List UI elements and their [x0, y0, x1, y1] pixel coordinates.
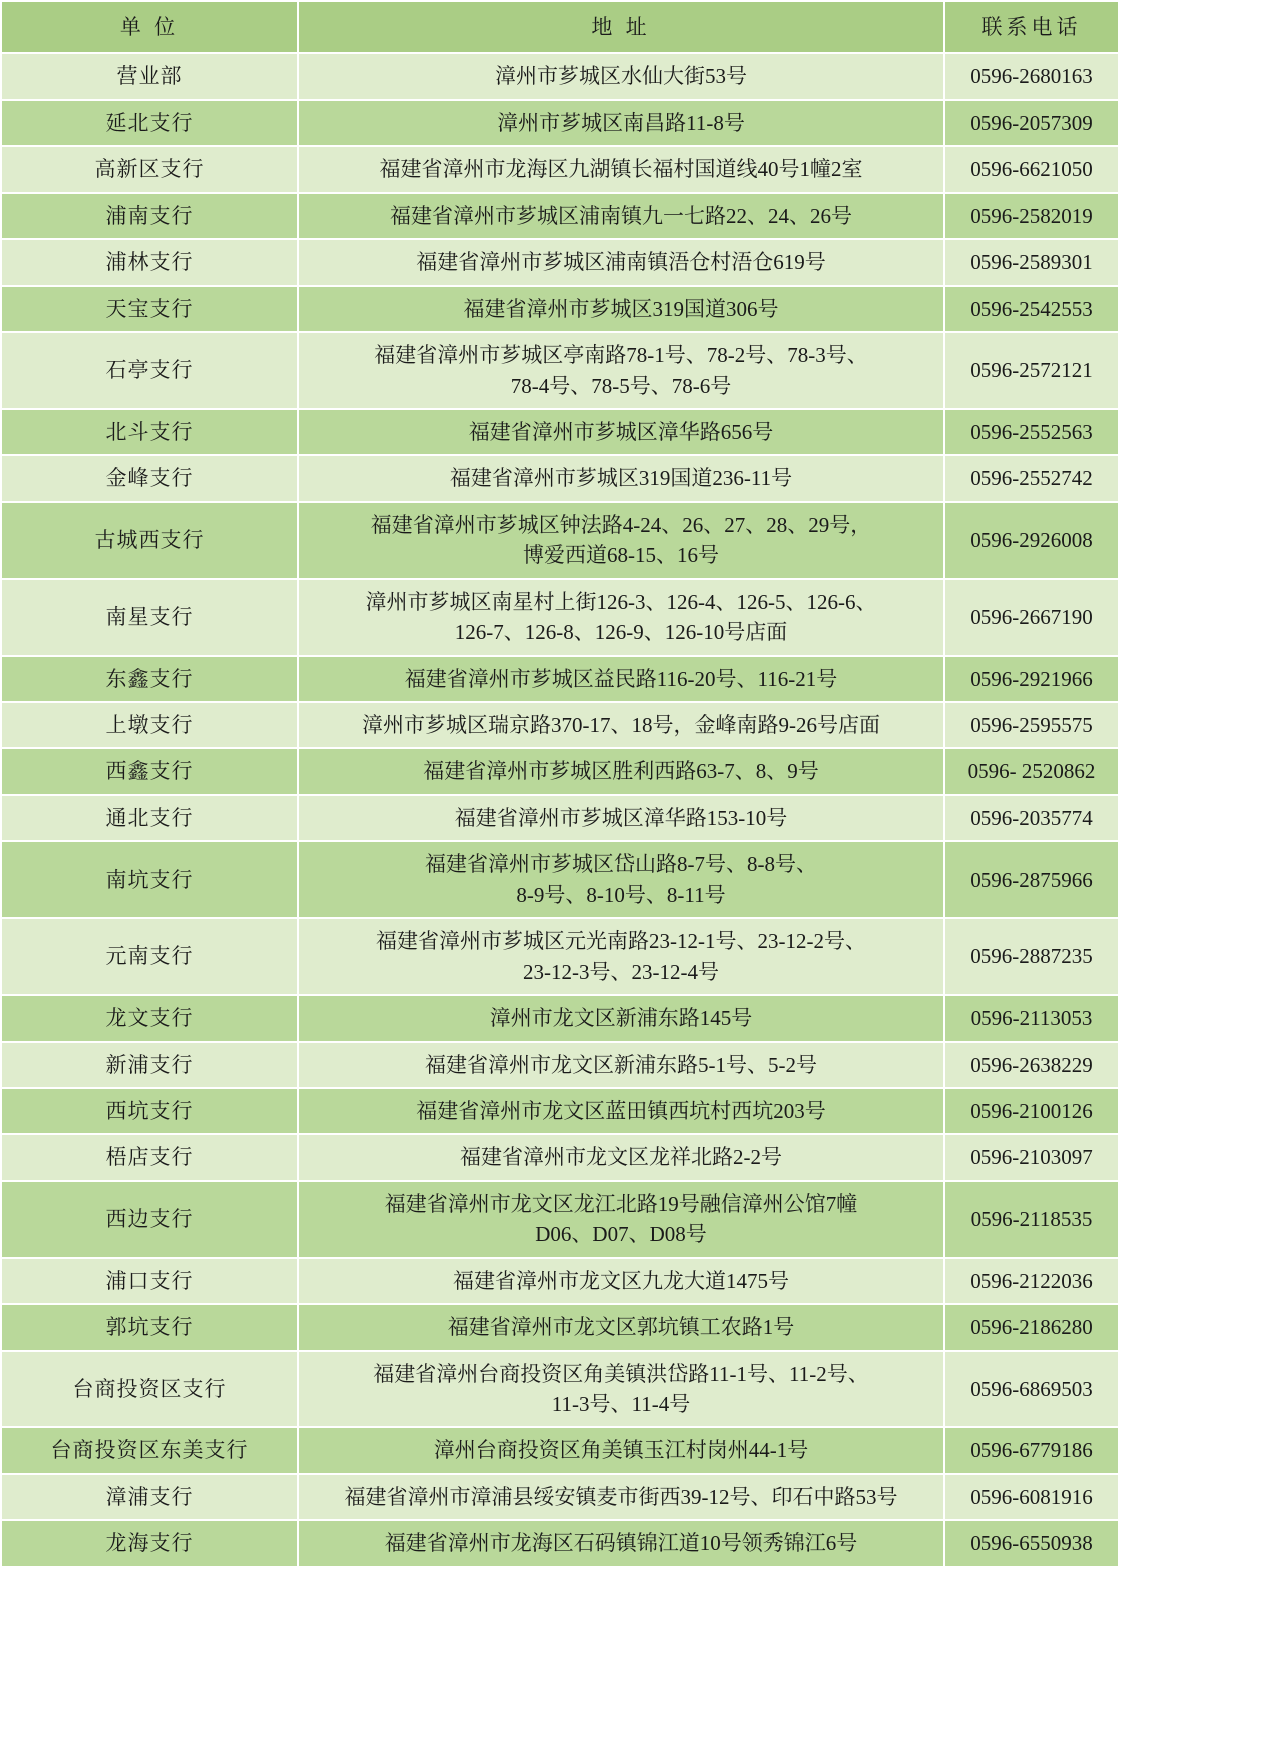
- cell-phone: 0596-6550938: [944, 1520, 1119, 1566]
- address-line: 福建省漳州市龙文区蓝田镇西坑村西坑203号: [416, 1098, 826, 1123]
- cell-phone: 0596-2542553: [944, 286, 1119, 332]
- cell-address: [298, 502, 944, 579]
- table-row: [1, 795, 1119, 841]
- address-line: 福建省漳州市芗城区钟法路4-24、26、27、28、29号，: [370, 512, 872, 537]
- cell-phone: 0596-2186280: [944, 1304, 1119, 1350]
- table-row: [1, 579, 1119, 656]
- address-line: 博爱西道68-15、16号: [523, 543, 719, 568]
- cell-address: [298, 995, 944, 1041]
- column-header-address: 地 址: [298, 1, 944, 53]
- cell-address: [298, 1351, 944, 1428]
- cell-phone: 0596-2103097: [944, 1134, 1119, 1180]
- address-line: 福建省漳州市芗城区岱山路8-7号、8-8号、: [425, 852, 817, 877]
- address-line: 福建省漳州市芗城区益民路116-20号、116-21号: [404, 666, 838, 691]
- address-line: 漳州台商投资区角美镇玉江村岗州44-1号: [433, 1438, 809, 1463]
- cell-unit: 浦南支行: [1, 193, 298, 239]
- cell-phone: 0596-2100126: [944, 1088, 1119, 1134]
- cell-address: [298, 332, 944, 409]
- address-line: 福建省漳州市龙文区龙江北路19号融信漳州公馆7幢: [384, 1191, 858, 1216]
- cell-phone: 0596-2057309: [944, 100, 1119, 146]
- address-line: 漳州市芗城区水仙大街53号: [495, 64, 747, 89]
- address-line: 11-3号、11-4号: [551, 1392, 691, 1416]
- cell-phone: 0596-2035774: [944, 795, 1119, 841]
- cell-address: [298, 1134, 944, 1180]
- cell-address: [298, 409, 944, 455]
- cell-address: [298, 1181, 944, 1258]
- cell-unit: 新浦支行: [1, 1042, 298, 1088]
- cell-phone: 0596-2667190: [944, 579, 1119, 656]
- cell-unit: 高新区支行: [1, 146, 298, 192]
- cell-address: [298, 748, 944, 794]
- cell-unit: 西坑支行: [1, 1088, 298, 1134]
- cell-address: [298, 286, 944, 332]
- table-row: [1, 502, 1119, 579]
- cell-phone: 0596-2113053: [944, 995, 1119, 1041]
- cell-phone: 0596-2926008: [944, 502, 1119, 579]
- cell-unit: 浦林支行: [1, 239, 298, 285]
- table-row: [1, 1351, 1119, 1428]
- address-line: 福建省漳州市芗城区元光南路23-12-1号、23-12-2号、: [376, 929, 866, 954]
- cell-address: [298, 702, 944, 748]
- table-row: [1, 1042, 1119, 1088]
- table-body: [1, 53, 1119, 1566]
- cell-address: [298, 918, 944, 995]
- cell-address: [298, 795, 944, 841]
- cell-unit: 天宝支行: [1, 286, 298, 332]
- address-line: 福建省漳州市芗城区319国道236-11号: [449, 466, 793, 491]
- cell-address: [298, 193, 944, 239]
- table-row: [1, 656, 1119, 702]
- cell-unit: 浦口支行: [1, 1258, 298, 1304]
- address-line: 福建省漳州台商投资区角美镇洪岱路11-1号、11-2号、: [373, 1361, 869, 1386]
- table-row: [1, 1427, 1119, 1473]
- table-row: [1, 286, 1119, 332]
- cell-address: [298, 100, 944, 146]
- address-line: 漳州市龙文区新浦东路145号: [489, 1006, 753, 1031]
- cell-phone: 0596-2552742: [944, 455, 1119, 501]
- cell-phone: 0596-2582019: [944, 193, 1119, 239]
- cell-phone: 0596-2921966: [944, 656, 1119, 702]
- cell-address: [298, 53, 944, 99]
- cell-address: [298, 1088, 944, 1134]
- cell-address: [298, 841, 944, 918]
- cell-unit: 元南支行: [1, 918, 298, 995]
- cell-address: [298, 656, 944, 702]
- cell-address: [298, 1304, 944, 1350]
- table-row: [1, 702, 1119, 748]
- table-row: [1, 995, 1119, 1041]
- table-row: [1, 100, 1119, 146]
- cell-unit: 台商投资区东美支行: [1, 1427, 298, 1473]
- table-row: [1, 748, 1119, 794]
- cell-phone: 0596- 2520862: [944, 748, 1119, 794]
- address-line: 8-9号、8-10号、8-11号: [516, 882, 726, 907]
- cell-phone: 0596-2680163: [944, 53, 1119, 99]
- address-line: 福建省漳州市芗城区胜利西路63-7、8、9号: [423, 759, 819, 784]
- cell-phone: 0596-2552563: [944, 409, 1119, 455]
- cell-address: [298, 1427, 944, 1473]
- cell-address: [298, 1042, 944, 1088]
- cell-unit: 漳浦支行: [1, 1474, 298, 1520]
- address-line: 福建省漳州市芗城区漳华路153-10号: [454, 805, 788, 830]
- cell-address: [298, 239, 944, 285]
- address-line: 福建省漳州市芗城区漳华路656号: [468, 419, 774, 444]
- table-row: [1, 918, 1119, 995]
- cell-unit: 梧店支行: [1, 1134, 298, 1180]
- cell-unit: 南坑支行: [1, 841, 298, 918]
- cell-address: [298, 455, 944, 501]
- address-line: 漳州市芗城区瑞京路370-17、18号，金峰南路9-26号店面: [362, 713, 880, 737]
- cell-unit: 金峰支行: [1, 455, 298, 501]
- table-row: [1, 1181, 1119, 1258]
- cell-unit: 延北支行: [1, 100, 298, 146]
- cell-address: [298, 1258, 944, 1304]
- address-line: 福建省漳州市芗城区亭南路78-1号、78-2号、78-3号、: [374, 343, 868, 368]
- cell-phone: 0596-2875966: [944, 841, 1119, 918]
- table-row: [1, 332, 1119, 409]
- table-row: [1, 239, 1119, 285]
- address-line: 福建省漳州市龙文区新浦东路5-1号、5-2号: [425, 1052, 817, 1077]
- address-line: 23-12-3号、23-12-4号: [523, 959, 719, 984]
- address-line: 福建省漳州市龙文区郭坑镇工农路1号: [447, 1315, 795, 1340]
- address-line: D06、D07、D08号: [535, 1222, 707, 1247]
- cell-unit: 西鑫支行: [1, 748, 298, 794]
- cell-address: [298, 146, 944, 192]
- cell-phone: 0596-2589301: [944, 239, 1119, 285]
- address-line: 福建省漳州市芗城区浦南镇浯仓村浯仓619号: [416, 250, 826, 275]
- table-row: [1, 146, 1119, 192]
- cell-unit: 东鑫支行: [1, 656, 298, 702]
- table-row: [1, 1304, 1119, 1350]
- cell-unit: 台商投资区支行: [1, 1351, 298, 1428]
- cell-phone: 0596-6081916: [944, 1474, 1119, 1520]
- address-line: 漳州市芗城区南星村上街126-3、126-4、126-5、126-6、: [365, 589, 877, 614]
- cell-address: [298, 1520, 944, 1566]
- cell-unit: 上墩支行: [1, 702, 298, 748]
- cell-phone: 0596-2638229: [944, 1042, 1119, 1088]
- cell-unit: 北斗支行: [1, 409, 298, 455]
- cell-unit: 石亭支行: [1, 332, 298, 409]
- address-line: 福建省漳州市龙文区九龙大道1475号: [453, 1268, 789, 1293]
- cell-unit: 龙文支行: [1, 995, 298, 1041]
- address-line: 福建省漳州市龙海区九湖镇长福村国道线40号1幢2室: [379, 157, 863, 182]
- table-row: [1, 409, 1119, 455]
- address-line: 126-7、126-8、126-9、126-10号店面: [454, 620, 788, 645]
- address-line: 福建省漳州市芗城区319国道306号: [463, 296, 779, 321]
- cell-phone: 0596-2572121: [944, 332, 1119, 409]
- cell-unit: 通北支行: [1, 795, 298, 841]
- table-row: [1, 193, 1119, 239]
- cell-address: [298, 579, 944, 656]
- column-header-phone: 联系电话: [944, 1, 1119, 53]
- cell-phone: 0596-6869503: [944, 1351, 1119, 1428]
- cell-phone: 0596-2887235: [944, 918, 1119, 995]
- table-row: [1, 455, 1119, 501]
- address-line: 福建省漳州市漳浦县绥安镇麦市街西39-12号、印石中路53号: [344, 1484, 898, 1509]
- table-header: [1, 1, 1119, 53]
- address-line: 78-4号、78-5号、78-6号: [510, 373, 732, 398]
- cell-phone: 0596-6621050: [944, 146, 1119, 192]
- table-row: [1, 1088, 1119, 1134]
- table-row: [1, 1474, 1119, 1520]
- address-line: 福建省漳州市龙文区龙祥北路2-2号: [460, 1145, 782, 1170]
- table-row: [1, 1520, 1119, 1566]
- table-header-row: [1, 1, 1119, 53]
- address-line: 福建省漳州市芗城区浦南镇九一七路22、24、26号: [390, 203, 852, 228]
- cell-phone: 0596-2595575: [944, 702, 1119, 748]
- cell-phone: 0596-6779186: [944, 1427, 1119, 1473]
- column-header-unit: 单 位: [1, 1, 298, 53]
- cell-unit: 郭坑支行: [1, 1304, 298, 1350]
- cell-unit: 营业部: [1, 53, 298, 99]
- cell-address: [298, 1474, 944, 1520]
- cell-phone: 0596-2122036: [944, 1258, 1119, 1304]
- cell-unit: 古城西支行: [1, 502, 298, 579]
- table-row: [1, 1134, 1119, 1180]
- table-row: [1, 53, 1119, 99]
- cell-unit: 龙海支行: [1, 1520, 298, 1566]
- cell-unit: 南星支行: [1, 579, 298, 656]
- table-row: [1, 841, 1119, 918]
- address-line: 福建省漳州市龙海区石码镇锦江道10号领秀锦江6号: [384, 1531, 858, 1556]
- address-line: 漳州市芗城区南昌路11-8号: [497, 110, 745, 135]
- cell-unit: 西边支行: [1, 1181, 298, 1258]
- table-row: [1, 1258, 1119, 1304]
- cell-phone: 0596-2118535: [944, 1181, 1119, 1258]
